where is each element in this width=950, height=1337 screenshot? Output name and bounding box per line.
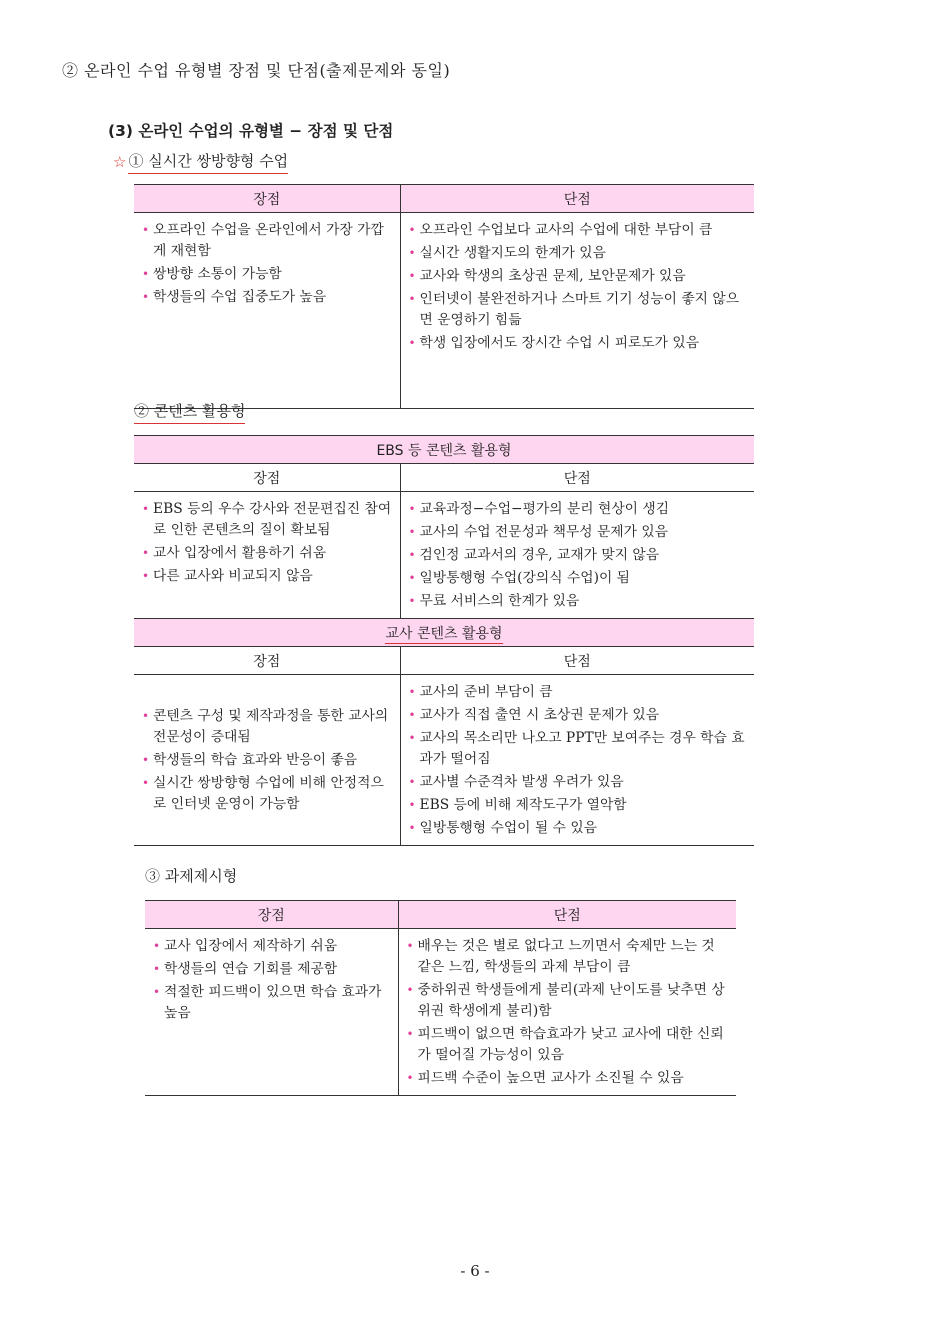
list-item: • 학생들의 수업 집중도가 높음 [142, 289, 327, 305]
list-item: • 무료 서비스의 한계가 있음 [408, 593, 580, 609]
teacher-cons-cell [400, 675, 754, 846]
type1-pros-cell [134, 213, 400, 409]
type3-pros-cell [145, 929, 398, 1096]
star-mark-icon: ☆ [113, 153, 127, 171]
list-item: • 다른 교사와 비교되지 않음 [142, 568, 313, 584]
type3-heading [145, 865, 237, 888]
list-item: • 교사의 목소리만 나오고 PPT만 보여주는 경우 학습 효과가 떨어짐 [408, 730, 745, 767]
list-item: • 학생 입장에서도 장시간 수업 시 피로도가 있음 [408, 335, 700, 351]
list-item: • EBS 등에 비해 제작도구가 열악함 [408, 797, 627, 813]
list-item: • 교사와 학생의 초상권 문제, 보안문제가 있음 [408, 268, 686, 284]
teacher-banner-label: 교사 콘텐츠 활용형 [385, 625, 503, 642]
type1-col-pros: 장점 [134, 185, 400, 213]
list-item: • 오프라인 수업을 온라인에서 가장 가깝게 재현함 [142, 222, 384, 259]
list-item: • 교사의 준비 부담이 큼 [408, 684, 553, 700]
type3-table [145, 900, 736, 1096]
list-item: • 학생들의 연습 기회를 제공함 [153, 961, 338, 977]
type2-heading [134, 400, 245, 424]
teacher-col-cons: 단점 [400, 647, 754, 675]
type1-title: ① 실시간 쌍방향형 수업 [128, 150, 288, 174]
list-item: • 피드백이 없으면 학습효과가 낮고 교사에 대한 신뢰가 떨어질 가능성이 있음 [406, 1026, 724, 1063]
type3-col-pros: 장점 [145, 901, 398, 929]
document-heading: ② 온라인 수업 유형별 장점 및 단점(출제문제와 동일) [62, 61, 451, 80]
list-item: • 실시간 쌍방향형 수업에 비해 안정적으로 인터넷 운영이 가능함 [142, 775, 384, 812]
list-item: • EBS 등의 우수 강사와 전문편집진 참여로 인한 콘텐츠의 질이 확보됨 [142, 501, 392, 538]
list-item: • 실시간 생활지도의 한계가 있음 [408, 245, 606, 261]
list-item: • 교사별 수준격차 발생 우려가 있음 [408, 774, 624, 790]
list-item: • 인터넷이 불완전하거나 스마트 기기 성능이 좋지 않으면 운영하기 힘듦 [408, 291, 740, 328]
list-item: • 콘텐츠 구성 및 제작과정을 통한 교사의 전문성이 증대됨 [142, 708, 389, 745]
ebs-col-cons: 단점 [400, 464, 754, 492]
type2-table [134, 435, 754, 846]
type1-col-cons: 단점 [400, 185, 754, 213]
list-item: • 교육과정−수업−평가의 분리 현상이 생김 [408, 501, 670, 517]
type1-heading [113, 150, 288, 174]
ebs-cons-cell [400, 492, 754, 619]
list-item: • 일방통행형 수업이 될 수 있음 [408, 820, 597, 836]
type3-col-cons: 단점 [398, 901, 736, 929]
type3-title: ③ 과제제시형 [145, 867, 238, 885]
list-item: • 학생들의 학습 효과와 반응이 좋음 [142, 752, 358, 768]
list-item: • 교사 입장에서 활용하기 쉬움 [142, 545, 327, 561]
list-item: • 교사의 수업 전문성과 책무성 문제가 있음 [408, 524, 668, 540]
teacher-col-pros: 장점 [134, 647, 400, 675]
ebs-col-pros: 장점 [134, 464, 400, 492]
type3-cons-cell [398, 929, 736, 1096]
list-item: • 피드백 수준이 높으면 교사가 소진될 수 있음 [406, 1070, 684, 1086]
type2-title: ② 콘텐츠 활용형 [134, 400, 245, 424]
list-item: • 검인정 교과서의 경우, 교재가 맞지 않음 [408, 547, 660, 563]
list-item: • 교사가 직접 출연 시 초상권 문제가 있음 [408, 707, 660, 723]
section-title: (3) 온라인 수업의 유형별 − 장점 및 단점 [108, 122, 394, 140]
ebs-pros-cell [134, 492, 400, 619]
teacher-banner [134, 619, 754, 647]
type1-cons-cell [400, 213, 754, 409]
list-item: • 교사 입장에서 제작하기 쉬움 [153, 938, 338, 954]
teacher-pros-cell [134, 675, 400, 846]
list-item: • 쌍방향 소통이 가능함 [142, 266, 282, 282]
list-item: • 오프라인 수업보다 교사의 수업에 대한 부담이 큼 [408, 222, 713, 238]
list-item: • 배우는 것은 별로 없다고 느끼면서 숙제만 느는 것 같은 느낌, 학생들의 과제 부담이 큼 [406, 938, 715, 975]
list-item: • 적절한 피드백이 있으면 학습 효과가 높음 [153, 984, 382, 1021]
type1-table [134, 184, 754, 409]
page-number: - 6 - [460, 1262, 490, 1280]
list-item: • 일방통행형 수업(강의식 수업)이 됨 [408, 570, 631, 586]
list-item: • 중하위권 학생들에게 불리(과제 난이도를 낮추면 상위권 학생에게 불리)함 [406, 982, 725, 1019]
ebs-banner: EBS 등 콘텐츠 활용형 [134, 436, 754, 464]
